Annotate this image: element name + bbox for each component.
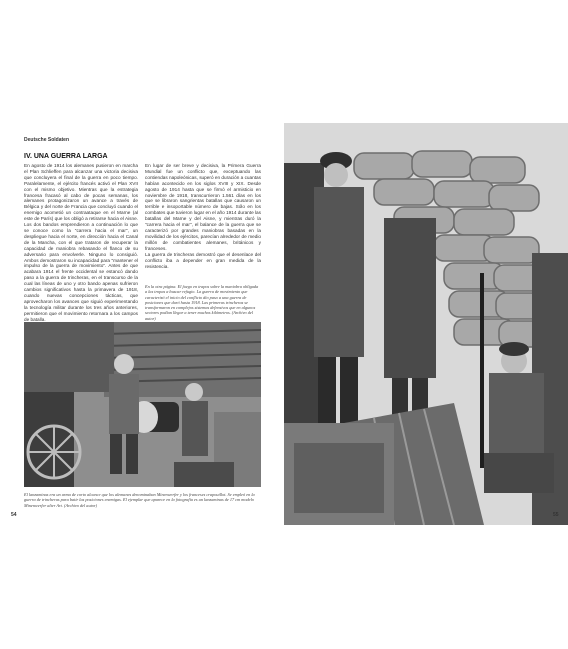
paragraph: En agosto de 1914 los alemanes pusieron en marcha el Plan Schlieffen para alcanzar una victoria decisiva que concluyera el final de la guerra en poco tiempo. Paralelamente, el ejército francés activó el Plan XVII con el mismo objetivo. Mientras que la estrategia francesa fracasó al cabo de pocas semanas, los alemanes protagonizaron un avance a través de Bélgica y del norte de Francia que concluyó cuando el enemigo acometió un contraataque en el Marne (al este de París) que los obligó a retirarse hacia el Aisne. Los dos bandos emprendieron a continuación lo que se conoce como la "carrera hacia el mar", un despliegue hacia el norte, en dirección hacia el Canal de la Mancha, con el que trataron de recuperar la capacidad de maniobra rebasando el flanco de su adversario para envolverle. Ninguno lo consiguió. Ambos demostraron su incapacidad para "mantener el impulso de la guerra de movimiento". Antes de que acabara 1914 el frente occidental se estancó dando paso a la guerra de trincheras, en el transcurso de la cual las líneas de uno y otro bando apenas sufrieron cambios significativos hasta la primavera de 1918, cuando nuevas concepciones tácticas, que aprovecharon los avances que siguió experimentando la tecnología militar durante los tres años anteriores, permitieron que el movimiento retornara a los campos de batalla.	[24, 163, 138, 322]
page-number-left: 54	[11, 512, 17, 518]
page-number-right: 55	[553, 512, 559, 518]
text-column-right	[145, 163, 261, 252]
photo-trench-soldiers	[284, 123, 568, 525]
photo-mortar-dugout	[24, 322, 261, 487]
text-column-left	[24, 163, 138, 322]
paragraph: En lugar de ser breve y decisiva, la Primera Guerra Mundial fue un conflicto que, exceptuando las contiendas napoleónicas, superó en duración a cuantas habían acontecido en los siglos XVIII y XIX. Desde agosto de 1914 hasta que se firmó el armisticio en noviembre de 1918, transcurrieron 1.561 días en los que se libraron sangrientas batallas que causaron un terrible e insoportable número de bajas. Sólo en los combates que tuvieron lugar en el año 1914 durante las batallas del Marne y del Aisne, y mientras duró la "carrera hacia el mar", el balance de la guerra que se caracterizó por grandes maniobras basadas en la movilidad de los ejércitos, parecían alrededor de medio millón de combatientes alemanes, británicos y franceses.	[145, 163, 261, 251]
section-title: IV. UNA GUERRA LARGA	[24, 153, 108, 160]
photo-caption-bottom: El lanzaminas era un arma de corto alcance que los alemanes denominaban Minenwerfer y los franceses crapouillot. Se empleó en la guerra de trincheras para batir las posiciones enemigas. El ejemplar que aparece en la fotografía es un lanzaminas de 17 cm modelo Minenwerfer alter Art. (Archivo del autor)	[24, 492, 255, 508]
photo-caption-side: En la otra página. El fuego en trapos sobre la maniobra obligada a las tropas a buscar refugio. La guerra de movimiento que caracterizó el inicio del conflicto dio paso a una guerra de posiciones que duró hasta 1918. Las primeras trincheras se transformaron en complejos sistemas defensivos que en algunos sectores podían llegar a tener muchos kilómetros. (Archivo del autor)	[145, 284, 259, 321]
running-head: Deutsche Soldaten	[24, 137, 70, 143]
paragraph-continuation: La guerra de trincheras demostró que el desenlace del conflicto iba a depender en gran medida de la resistencia.	[145, 252, 261, 269]
